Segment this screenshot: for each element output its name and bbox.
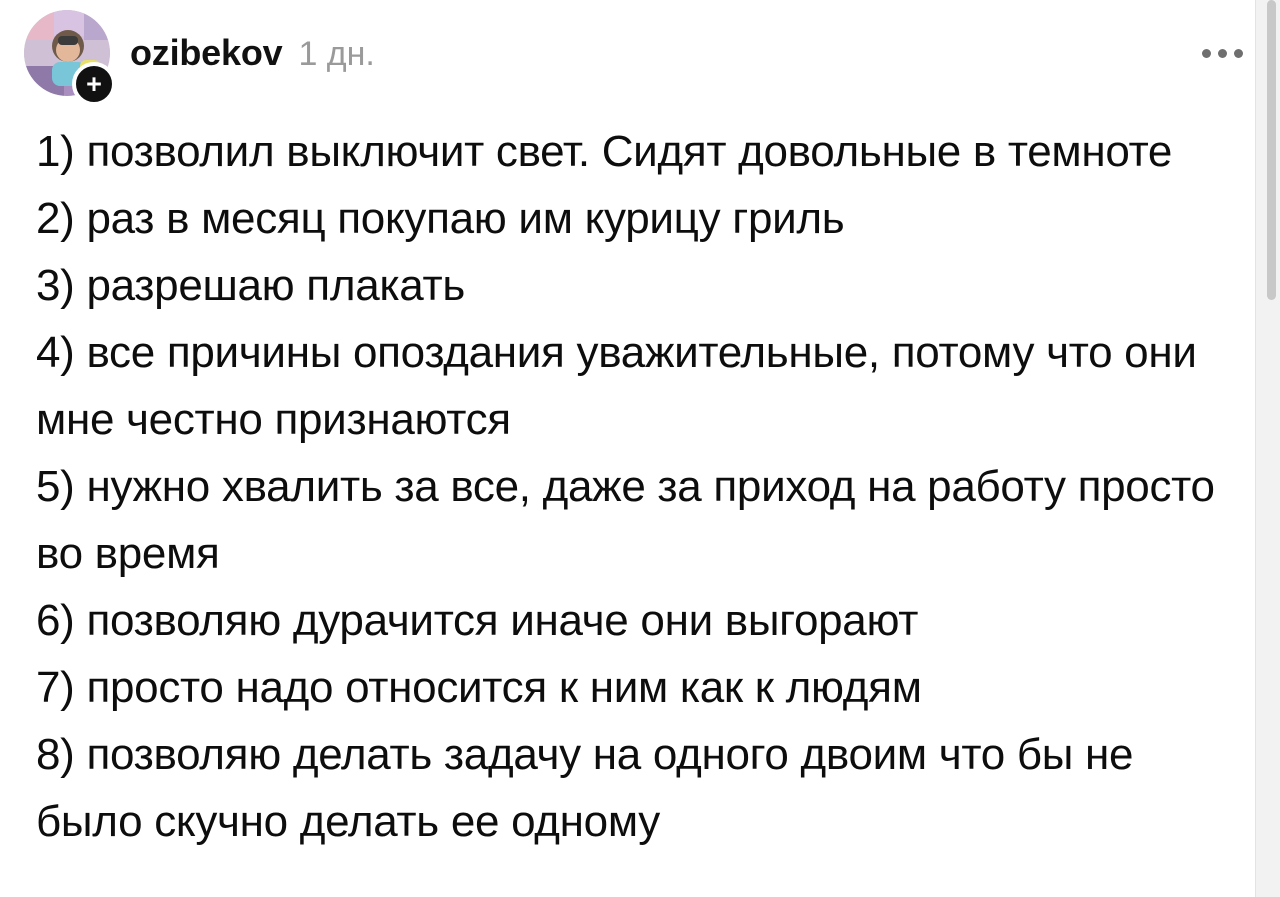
post-line: 2) раз в месяц покупаю им курицу гриль: [36, 194, 845, 243]
post-line: 1) позволил выключит свет. Сидят довольные в темноте: [36, 127, 1173, 176]
post-header: [0, 0, 1280, 104]
more-dot-1: [1202, 49, 1211, 58]
author-meta: [130, 32, 1192, 74]
post-line: 4) все причины опоздания уважительные, потому что они мне честно признаются: [36, 328, 1197, 444]
scrollbar-thumb[interactable]: [1267, 0, 1276, 300]
post-line: 6) позволяю дурачится иначе они выгорают: [36, 596, 919, 645]
scrollbar-track[interactable]: [1255, 0, 1280, 897]
more-options-icon[interactable]: [1192, 30, 1252, 76]
post-text: [0, 104, 1280, 855]
post-line: 7) просто надо относится к ним как к людям: [36, 663, 922, 712]
post-line: 8) позволяю делать задачу на одного двоим что бы не было скучно делать ее одному: [36, 730, 1134, 846]
follow-plus-icon[interactable]: +: [72, 62, 116, 106]
author-username[interactable]: ozibekov: [130, 32, 283, 73]
more-dot-3: [1234, 49, 1243, 58]
post-line: 3) разрешаю плакать: [36, 261, 465, 310]
more-dot-2: [1218, 49, 1227, 58]
post-line: 5) нужно хвалить за все, даже за приход на работу просто во время: [36, 462, 1215, 578]
page-left-edge: [0, 0, 6, 897]
avatar[interactable]: [24, 10, 110, 99]
post-timestamp: 1 дн.: [298, 35, 375, 73]
